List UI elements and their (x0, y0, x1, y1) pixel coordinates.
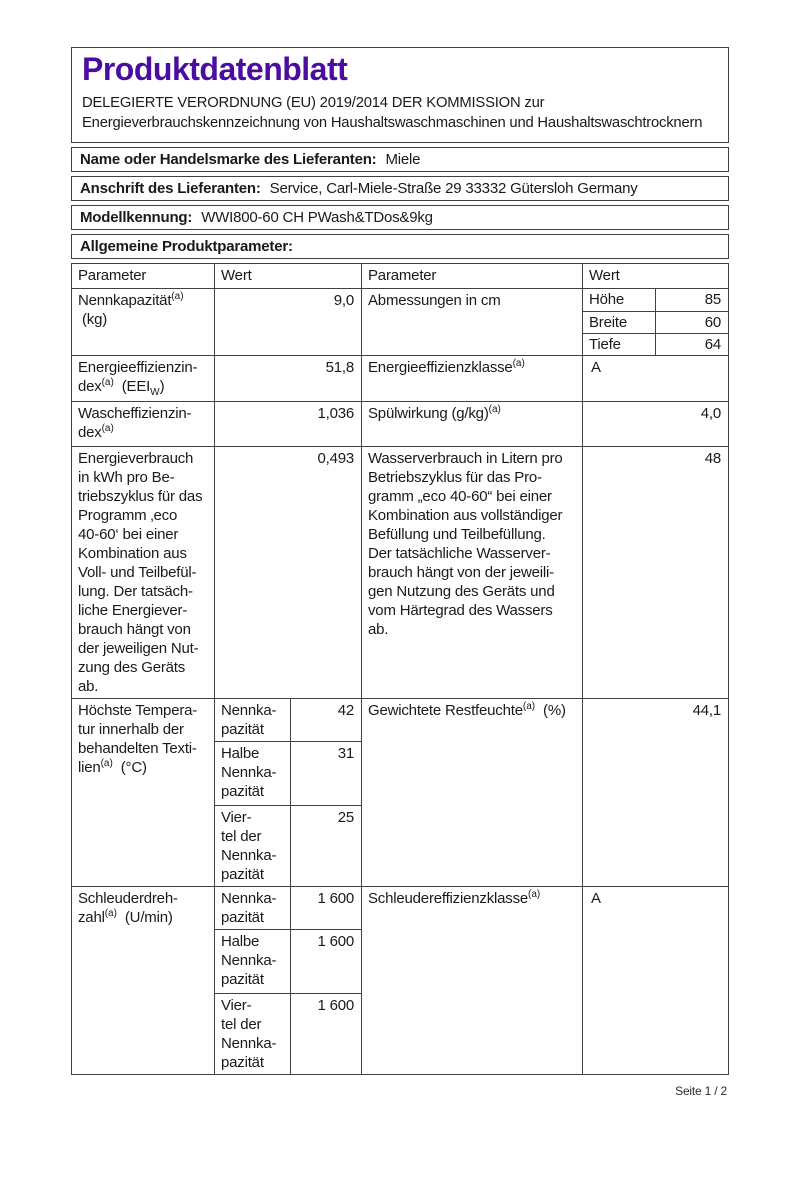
param-cell-schleudereffizienz: Schleudereffizienzklasse$^{(a)}$ (361, 887, 582, 1074)
subrow-nennkapazitaet (215, 887, 361, 929)
subrow-value: 25 (290, 806, 361, 886)
param-cell-nennkapazitaet: Nennkapazität$^{(a)}$ (kg) (78, 291, 184, 328)
value-cell-schleudereffizienz: A (582, 887, 728, 1074)
table-row-verbrauch (72, 446, 728, 698)
subrow-halbe (215, 741, 361, 805)
value-cell-eek: A (582, 356, 728, 401)
supplier-name-value: Miele (385, 151, 421, 168)
subrow-halbe (215, 929, 361, 993)
dimension-row-tiefe (583, 333, 728, 355)
schleuderdrehzahl-subtable (214, 887, 361, 1074)
param-cell-wasserverbrauch: Wasserverbrauch in Litern pro Betriebszyklus für das Pro- gramm „eco 40-60“ bei einer Kombination aus vollständiger Befüllung und Teilbefüllung. Der tatsächliche Wasserver- brauch hängt von der jeweili- gen Nutzung des Geräts und vom Härtegrad des Wassers ab. (361, 447, 582, 698)
param-cell-eek: Energieeffizienzklasse$^{(a)}$ (361, 356, 582, 401)
subrow-value: 1 600 (290, 994, 361, 1074)
supplier-name-row (71, 147, 729, 172)
dim-value: 85 (655, 289, 728, 311)
model-id-label: Modellkennung: (80, 209, 193, 226)
dim-value: 64 (655, 334, 728, 355)
dimension-row-breite (583, 311, 728, 333)
value-cell-restfeuchte: 44,1 (582, 699, 728, 886)
column-header-parameter-right: Parameter (361, 264, 582, 288)
header-section (71, 47, 729, 143)
table-row-energieeffizienz (72, 355, 728, 401)
dim-value: 60 (655, 312, 728, 333)
subrow-label: Vier- tel der Nennka- pazität (221, 809, 277, 883)
page-number: Seite 1 / 2 (675, 1084, 727, 1098)
param-cell-temperatur: Höchste Tempera- tur innerhalb der behandelten Texti- lien$^{(a)}$ (°C) (78, 702, 198, 776)
param-cell-schleuderdrehzahl: Schleuderdreh- zahl$^{(a)}$ (U/min) (78, 890, 178, 926)
subrow-label: Halbe Nennka- pazität (221, 933, 277, 988)
dim-label: Breite (589, 314, 627, 331)
section-header: Allgemeine Produktparameter: (80, 238, 293, 255)
subrow-value: 42 (290, 699, 361, 741)
page-title: Produktdatenblatt (82, 51, 348, 87)
column-header-wert-left: Wert (214, 264, 361, 288)
value-cell-wasserverbrauch: 48 (582, 447, 728, 698)
supplier-address-value: Service, Carl-Miele-Straße 29 33332 Gütersloh Germany (269, 180, 638, 197)
supplier-address-label: Anschrift des Lieferanten: (80, 180, 261, 197)
dimensions-subtable (582, 289, 728, 355)
subrow-value: 1 600 (290, 887, 361, 929)
subrow-label: Vier- tel der Nennka- pazität (221, 997, 277, 1071)
dim-label: Tiefe (589, 336, 621, 353)
column-header-parameter-left: Parameter (78, 267, 147, 284)
table-row-temperatur (72, 698, 728, 886)
dimension-row-hoehe (583, 289, 728, 311)
param-cell-spuelwirkung: Spülwirkung $(g/kg)^{(a)}$ (361, 402, 582, 446)
param-cell-restfeuchte: Gewichtete Restfeuchte$^{(a)}$ (%) (361, 699, 582, 886)
subrow-viertel (215, 805, 361, 886)
subrow-value: 31 (290, 742, 361, 805)
model-id-value: WWI800-60 CH PWash&TDos&9kg (201, 209, 433, 226)
param-cell-wascheffizienz: Wascheffizienzin- dex$^{(a)}$ (78, 405, 192, 441)
value-cell-wascheffizienz: 1,036 (214, 402, 361, 446)
param-cell-abmessungen: Abmessungen in cm (361, 289, 582, 355)
model-id-row (71, 205, 729, 230)
table-row-schleuderdrehzahl (72, 886, 728, 1074)
value-cell-nennkapazitaet: 9,0 (214, 289, 361, 355)
subrow-value: 1 600 (290, 930, 361, 993)
value-cell-eei: 51,8 (214, 356, 361, 401)
param-cell-eei: Energieeffizienzin- dex$^{(a)}$ $(EEI_W)$ (78, 359, 198, 398)
temperatur-subtable (214, 699, 361, 886)
product-datasheet (71, 47, 729, 1098)
column-header-wert-right: Wert (582, 264, 728, 288)
subrow-viertel (215, 993, 361, 1074)
section-header-row (71, 234, 729, 259)
param-cell-energieverbrauch: Energieverbrauch in kWh pro Be- triebszyklus für das Programm ‚eco 40-60‘ bei einer Kombination aus Voll- und Teilbefül- lung. Der tatsäch- liche Energiever- brauch hängt von der jeweiligen Nut- zung des Geräts ab. (78, 450, 203, 695)
parameters-table (71, 263, 729, 1075)
table-row-wascheffizienz (72, 401, 728, 446)
regulation-text: DELEGIERTE VERORDNUNG (EU) 2019/2014 DER KOMMISSION zur Energieverbrauchskennzeichnung von Haushaltswaschmaschinen und Haushaltswaschtrocknern (82, 94, 703, 131)
supplier-address-row (71, 176, 729, 201)
table-row-nennkapazitaet (72, 288, 728, 355)
subrow-label: Nennka- pazität (221, 702, 277, 738)
subrow-label: Halbe Nennka- pazität (221, 745, 277, 800)
table-header-row (72, 264, 728, 288)
subrow-label: Nennka- pazität (221, 890, 277, 926)
value-cell-spuelwirkung: 4,0 (582, 402, 728, 446)
supplier-name-label: Name oder Handelsmarke des Lieferanten: (80, 151, 377, 168)
subrow-nennkapazitaet (215, 699, 361, 741)
dim-label: Höhe (589, 291, 625, 308)
value-cell-energieverbrauch: 0,493 (214, 447, 361, 698)
